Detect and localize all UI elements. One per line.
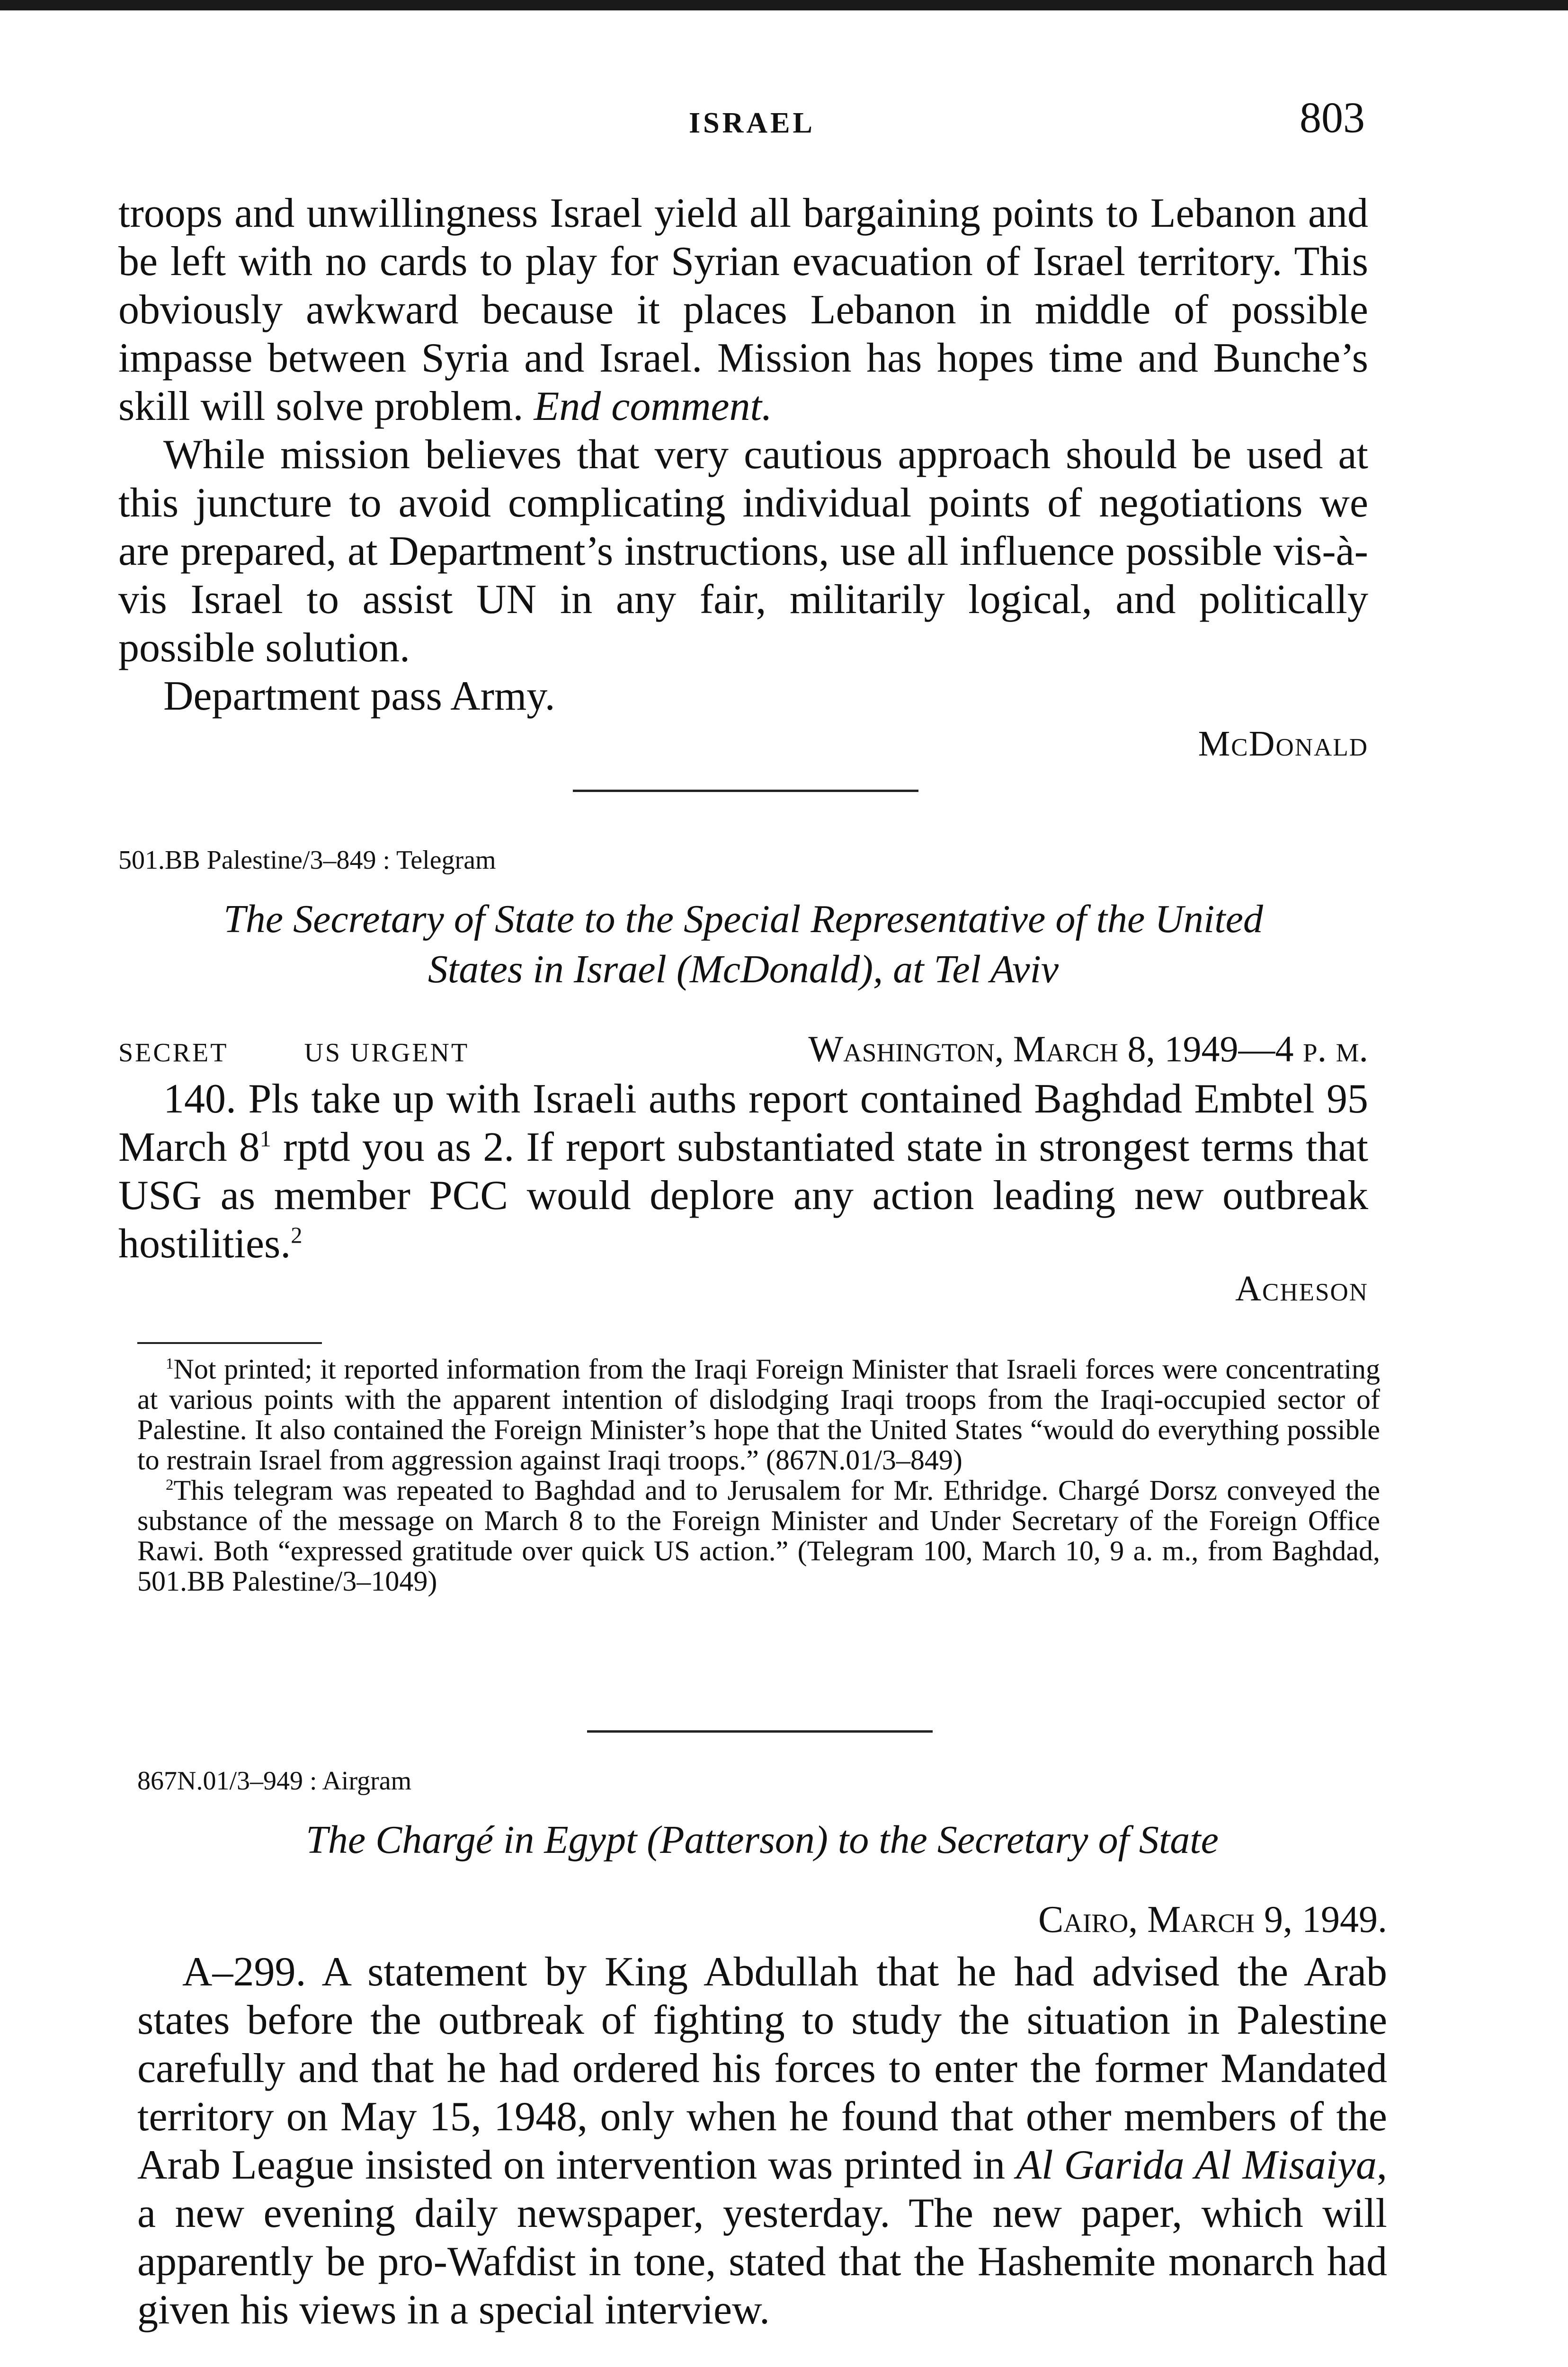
title-name: Patterson <box>660 1818 815 1862</box>
footnote-1-marker: 1 <box>166 1355 174 1372</box>
page-number: 803 <box>1300 93 1365 142</box>
section-divider <box>587 1730 933 1733</box>
newspaper-name: Al Garida Al Misaiya <box>1016 2142 1377 2188</box>
file-id: 501.BB Palestine/3–849 : Telegram <box>118 845 496 875</box>
title-part: States in Israel ( <box>428 947 690 991</box>
footnote-1-text: Not printed; it reported information from the Iraqi Foreign Minister that Israeli forces were concentrating at various points with the apparent intention of dislodging Iraqi troops from the Iraqi-occupied sector of Palestine. It also contained the Foreign Minister’s hope that the United States “would do everything possible to restrain Israel from aggression against Iraqi troops.” (867N.01/3–849) <box>137 1353 1380 1476</box>
footnote-ref-2: 2 <box>291 1223 303 1248</box>
document-title-line2 <box>118 944 1368 995</box>
file-id: 867N.01/3–949 : Airgram <box>137 1766 412 1796</box>
paragraph-text: troops and unwillingness Israel yield all bargaining points to Lebanon and be left with no cards to play for Syrian evacuation of Israel territory. This obviously awkward because it places Lebanon in middle of possible impasse between Syria and Israel. Mission has hopes time and Bunche’s skill will solve problem. <box>118 190 1368 429</box>
signature-acheson: Acheson <box>1235 1269 1368 1308</box>
title-name: McDonald <box>689 947 860 991</box>
document-title <box>137 1815 1387 1865</box>
airgram-document <box>137 1766 1387 2334</box>
paragraph-department: Department pass Army. <box>163 673 555 719</box>
footnotes <box>137 1354 1380 1596</box>
title-part: ), at Tel Aviv <box>860 947 1059 991</box>
title-part: ) to the Secretary of State <box>814 1818 1219 1862</box>
footnote-2-text: This telegram was repeated to Baghdad and to Jerusalem for Mr. Ethridge. Chargé Dorsz conveyed the substance of the message on March 8 to the Foreign Minister and Under Secretary of the Foreign Office Rawi. Both “expressed gratitude over quick US action.” (Telegram 100, March 10, 9 a. m., from Baghdad, 501.BB Palestine/3–1049) <box>137 1475 1380 1597</box>
document-title-line1: The Secretary of State to the Special Representative of the United <box>223 897 1263 941</box>
telegram-text: 140. Pls take up with Israeli auths report contained Baghdad Embtel 95 March 8 <box>118 1076 1368 1170</box>
section-divider <box>573 790 918 792</box>
footnote-2 <box>137 1475 1380 1596</box>
telegram-body <box>118 1075 1368 1268</box>
footnote-2-marker: 2 <box>166 1477 174 1494</box>
dateline: Cairo, March 9, 1949. <box>1038 1899 1387 1940</box>
title-part: The Chargé in Egypt ( <box>306 1818 660 1862</box>
dateline: Washington, March 8, 1949—4 p. m. <box>808 1028 1368 1069</box>
footnote-divider <box>137 1342 322 1344</box>
footnote-ref-1: 1 <box>259 1126 271 1152</box>
running-head: ISRAEL <box>689 107 815 139</box>
paragraph-mission: While mission believes that very cautious approach should be used at this juncture to avoid complicating individual points of negotiations we are prepared, at Department’s instructions, use all influence possible vis-à-vis Israel to assist UN in any fair, militarily logical, and politically possible solution. <box>118 432 1368 671</box>
end-comment: End comment. <box>534 383 772 429</box>
scan-top-edge <box>0 0 1568 10</box>
telegram-document <box>118 845 1368 1309</box>
classification-urgent: US URGENT <box>304 1038 470 1068</box>
airgram-text: , a new evening daily newspaper, yesterday. The new paper, which will apparently be pro-Wafdist in tone, stated that the Hashemite monarch had given his views in a special interview. <box>137 2142 1388 2333</box>
classification-dateline <box>118 1028 1368 1070</box>
classification-secret: SECRET <box>118 1038 229 1068</box>
airgram-text: A–299. A statement by King Abdullah that he had advised the Arab states before the outbreak of fighting to study the situation in Palestine carefully and that he had ordered his forces to enter the former Mandated territory on May 15, 1948, only when he found that other members of the Arab League insisted on intervention was printed in <box>137 1949 1387 2188</box>
footnote-1 <box>137 1354 1380 1475</box>
paragraph-continuation <box>118 189 1368 431</box>
classification <box>118 1038 545 1068</box>
continued-telegram <box>118 189 1368 765</box>
signature-mcdonald: McDonald <box>1198 724 1368 764</box>
telegram-text: rptd you as 2. If report substantiated state in strongest terms that USG as member PCC would deplore any action leading new outbreak hostilities. <box>118 1124 1368 1267</box>
airgram-body <box>137 1948 1387 2334</box>
